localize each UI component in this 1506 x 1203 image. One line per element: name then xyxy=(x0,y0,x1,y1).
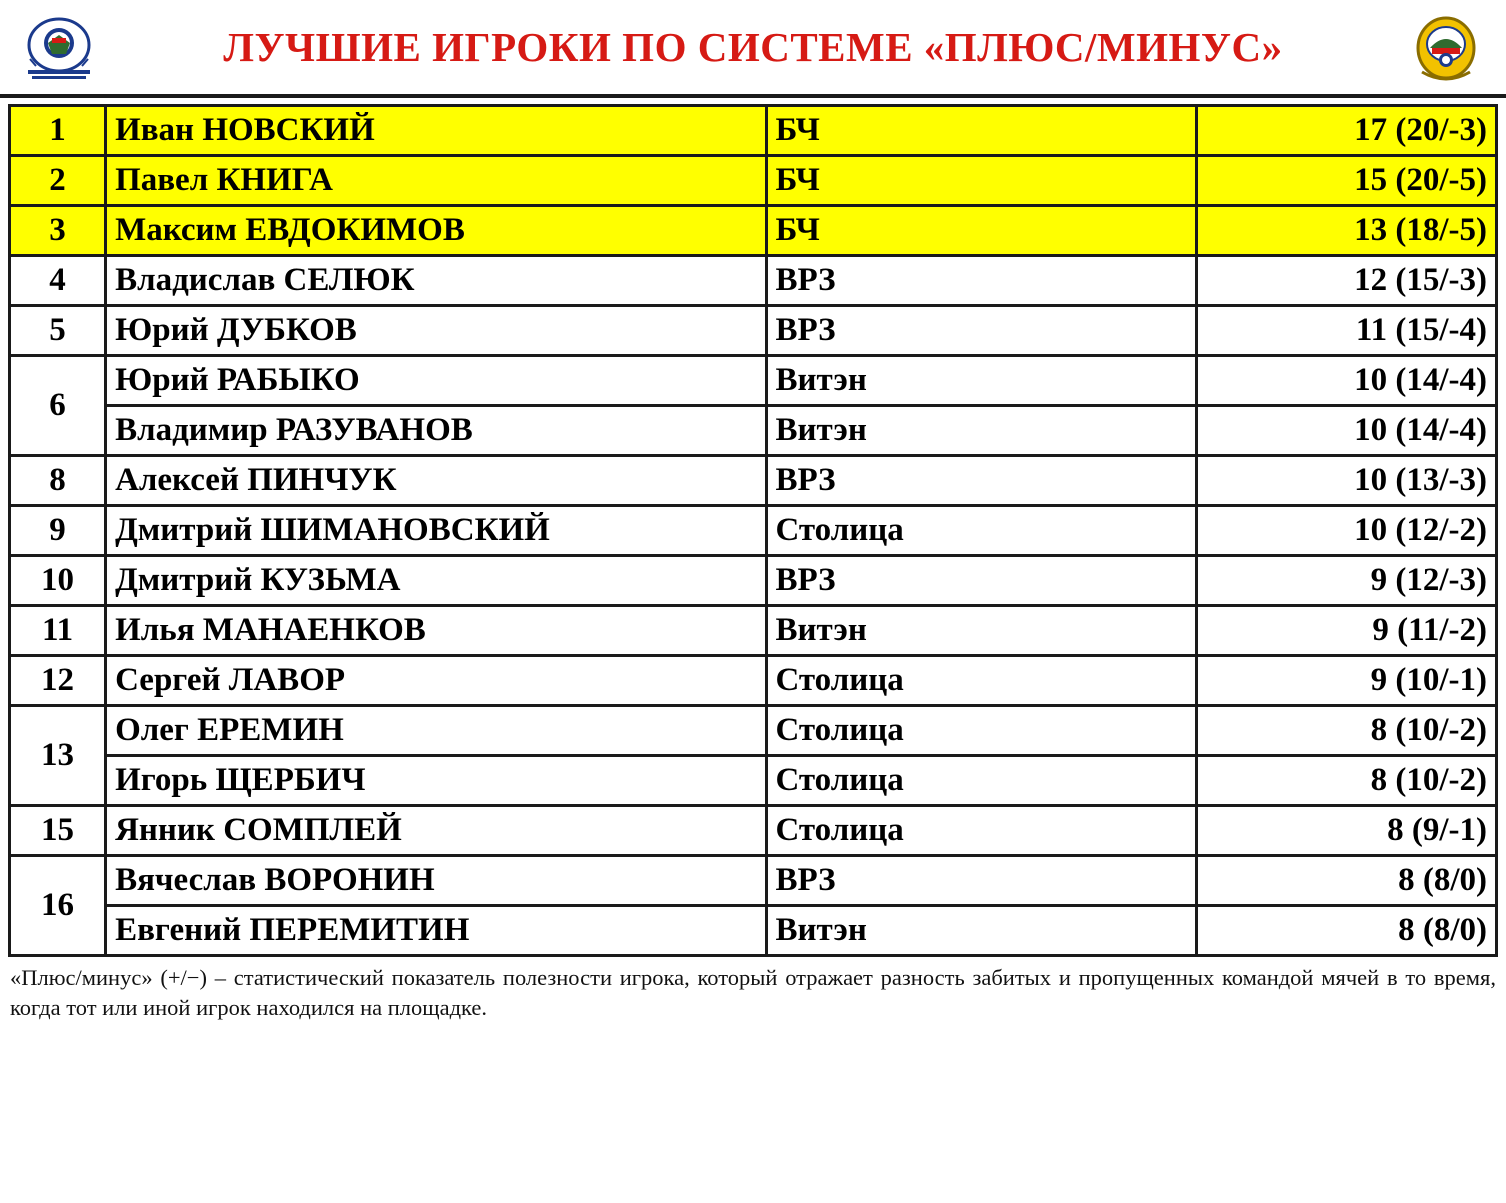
row-rank: 4 xyxy=(10,256,106,306)
table-row xyxy=(10,106,1497,156)
table-row xyxy=(10,556,1497,606)
row-player: Дмитрий КУЗЬМА xyxy=(106,556,766,606)
row-player: Илья МАНАЕНКОВ xyxy=(106,606,766,656)
table-row xyxy=(10,356,1497,406)
row-player: Янник СОМПЛЕЙ xyxy=(106,806,766,856)
row-team: Столица xyxy=(766,706,1196,756)
footnote-text: «Плюс/минус» (+/−) – статистический показатель полезности игрока, который отражает разность забитых и пропущенных командой мячей в то время, когда тот или иной игрок находился на площадке. xyxy=(10,965,1496,1020)
row-value: 8 (8/0) xyxy=(1196,856,1496,906)
row-rank: 3 xyxy=(10,206,106,256)
row-value: 12 (15/-3) xyxy=(1196,256,1496,306)
table-row xyxy=(10,756,1497,806)
row-value: 8 (9/-1) xyxy=(1196,806,1496,856)
row-value: 8 (10/-2) xyxy=(1196,756,1496,806)
row-player: Дмитрий ШИМАНОВСКИЙ xyxy=(106,506,766,556)
row-value: 17 (20/-3) xyxy=(1196,106,1496,156)
row-team: Витэн xyxy=(766,406,1196,456)
table-row xyxy=(10,856,1497,906)
standings-table-container xyxy=(0,104,1506,957)
row-player: Владимир РАЗУВАНОВ xyxy=(106,406,766,456)
row-value: 10 (14/-4) xyxy=(1196,356,1496,406)
table-row xyxy=(10,156,1497,206)
row-player: Юрий РАБЫКО xyxy=(106,356,766,406)
row-player: Павел КНИГА xyxy=(106,156,766,206)
row-team: ВРЗ xyxy=(766,256,1196,306)
row-rank: 2 xyxy=(10,156,106,206)
table-row xyxy=(10,456,1497,506)
row-player: Вячеслав ВОРОНИН xyxy=(106,856,766,906)
row-team: БЧ xyxy=(766,156,1196,206)
federation-emblem-icon xyxy=(22,14,96,84)
row-team: Столица xyxy=(766,506,1196,556)
row-player: Максим ЕВДОКИМОВ xyxy=(106,206,766,256)
row-player: Евгений ПЕРЕМИТИН xyxy=(106,906,766,956)
row-value: 10 (12/-2) xyxy=(1196,506,1496,556)
row-team: Столица xyxy=(766,756,1196,806)
row-team: Витэн xyxy=(766,356,1196,406)
row-team: БЧ xyxy=(766,206,1196,256)
row-rank: 10 xyxy=(10,556,106,606)
row-rank: 6 xyxy=(10,356,106,456)
row-team: Столица xyxy=(766,656,1196,706)
row-value: 9 (11/-2) xyxy=(1196,606,1496,656)
row-value: 15 (20/-5) xyxy=(1196,156,1496,206)
table-row xyxy=(10,606,1497,656)
row-team: Витэн xyxy=(766,906,1196,956)
row-rank: 13 xyxy=(10,706,106,806)
table-row xyxy=(10,206,1497,256)
row-rank: 8 xyxy=(10,456,106,506)
row-player: Игорь ЩЕРБИЧ xyxy=(106,756,766,806)
row-value: 8 (10/-2) xyxy=(1196,706,1496,756)
row-rank: 12 xyxy=(10,656,106,706)
standings-table xyxy=(8,104,1498,957)
row-value: 9 (10/-1) xyxy=(1196,656,1496,706)
row-team: Столица xyxy=(766,806,1196,856)
row-value: 13 (18/-5) xyxy=(1196,206,1496,256)
row-player: Владислав СЕЛЮК xyxy=(106,256,766,306)
table-row xyxy=(10,906,1497,956)
row-rank: 9 xyxy=(10,506,106,556)
table-row xyxy=(10,256,1497,306)
row-team: ВРЗ xyxy=(766,456,1196,506)
table-row xyxy=(10,706,1497,756)
row-player: Иван НОВСКИЙ xyxy=(106,106,766,156)
row-value: 9 (12/-3) xyxy=(1196,556,1496,606)
table-row xyxy=(10,806,1497,856)
page-header xyxy=(0,0,1506,98)
row-player: Юрий ДУБКОВ xyxy=(106,306,766,356)
table-row xyxy=(10,656,1497,706)
table-row xyxy=(10,406,1497,456)
row-team: ВРЗ xyxy=(766,556,1196,606)
row-team: ВРЗ xyxy=(766,306,1196,356)
row-rank: 16 xyxy=(10,856,106,956)
row-player: Сергей ЛАВОР xyxy=(106,656,766,706)
club-emblem-icon xyxy=(1410,14,1482,84)
row-team: Витэн xyxy=(766,606,1196,656)
page-title: ЛУЧШИЕ ИГРОКИ ПО СИСТЕМЕ «ПЛЮС/МИНУС» xyxy=(223,24,1283,70)
row-rank: 5 xyxy=(10,306,106,356)
row-player: Алексей ПИНЧУК xyxy=(106,456,766,506)
row-value: 8 (8/0) xyxy=(1196,906,1496,956)
row-team: ВРЗ xyxy=(766,856,1196,906)
row-rank: 11 xyxy=(10,606,106,656)
row-value: 10 (13/-3) xyxy=(1196,456,1496,506)
row-player: Олег ЕРЕМИН xyxy=(106,706,766,756)
row-rank: 15 xyxy=(10,806,106,856)
row-team: БЧ xyxy=(766,106,1196,156)
row-rank: 1 xyxy=(10,106,106,156)
row-value: 10 (14/-4) xyxy=(1196,406,1496,456)
table-row xyxy=(10,506,1497,556)
standings-table-body xyxy=(10,106,1497,956)
row-value: 11 (15/-4) xyxy=(1196,306,1496,356)
table-row xyxy=(10,306,1497,356)
